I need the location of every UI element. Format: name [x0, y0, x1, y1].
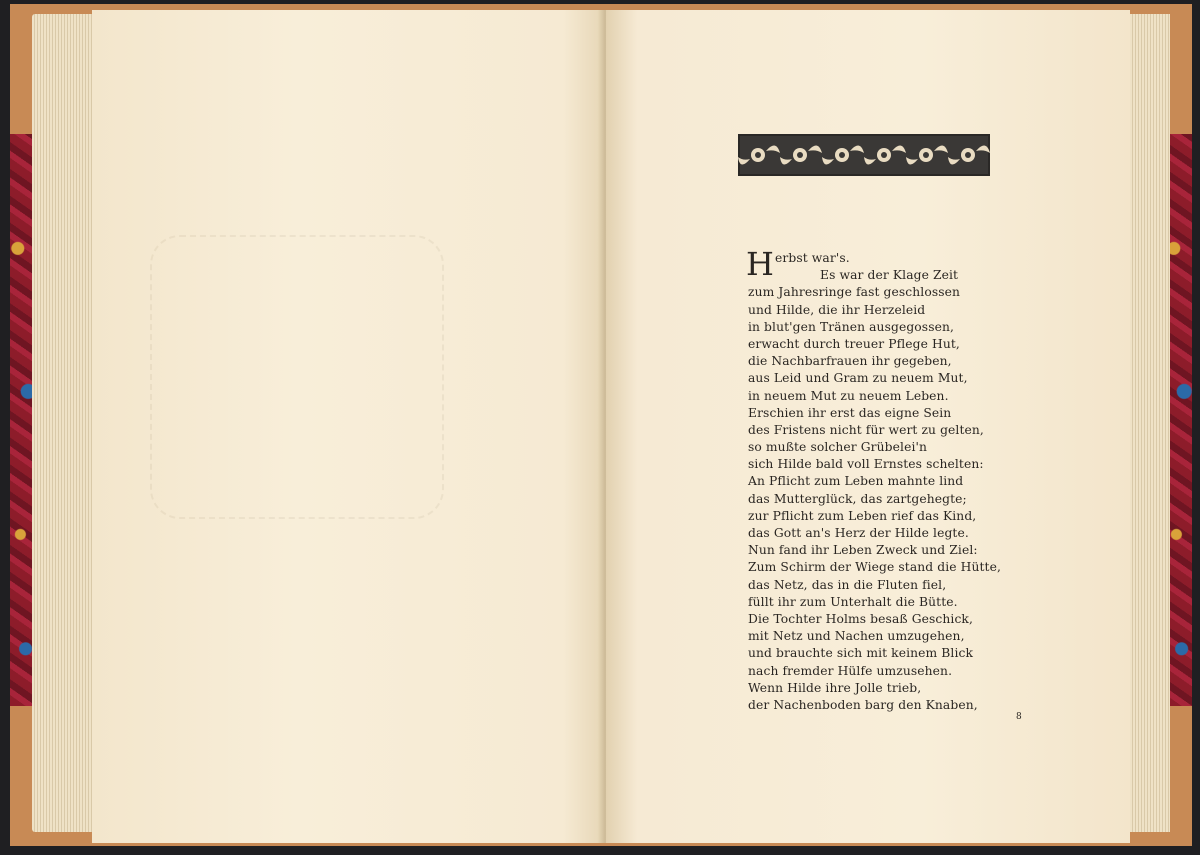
- poem-line: in blut'gen Tränen ausgegossen,: [748, 319, 955, 334]
- page-stack-right: [1130, 14, 1170, 832]
- poem-line: des Fristens nicht für wert zu gelten,: [748, 422, 984, 437]
- poem-line: sich Hilde bald voll Ernstes schelten:: [748, 457, 984, 472]
- poem-line: in neuem Mut zu neuem Leben.: [748, 388, 949, 403]
- poem-line: aus Leid und Gram zu neuem Mut,: [748, 371, 968, 386]
- poem-line: das Mutterglück, das zartgehegte;: [748, 491, 967, 506]
- poem-line: der Nachenboden barg den Knaben,: [748, 697, 978, 712]
- poem-line: An Pflicht zum Leben mahnte lind: [748, 474, 964, 489]
- poem-line: nach fremder Hülfe umzusehen.: [748, 663, 953, 678]
- drop-cap: H: [746, 245, 775, 283]
- poem-line: erwacht durch treuer Pflege Hut,: [748, 336, 960, 351]
- poem-line: das Netz, das in die Fluten fiel,: [748, 577, 947, 592]
- poem-line: Die Tochter Holms besaß Geschick,: [748, 611, 973, 626]
- poem-line: füllt ihr zum Unterhalt die Bütte.: [748, 594, 958, 609]
- show-through-frame: [150, 235, 444, 519]
- poem-first-line-text: erbst war's.: [775, 251, 850, 265]
- floral-ornament-icon: [738, 134, 990, 176]
- poem-line: Es war der Klage Zeit: [820, 268, 959, 283]
- poem-line: und Hilde, die ihr Herzeleid: [748, 302, 926, 317]
- page-number: 8: [1016, 712, 1022, 722]
- poem-line: das Gott an's Herz der Hilde legte.: [748, 526, 969, 540]
- poem-line: zum Jahresringe fast geschlossen: [748, 285, 961, 300]
- poem-text: [746, 245, 1008, 714]
- poem-line: zur Pflicht zum Leben rief das Kind,: [748, 508, 977, 523]
- poem-line: Wenn Hilde ihre Jolle trieb,: [748, 680, 922, 695]
- poem-line: Nun fand ihr Leben Zweck und Ziel:: [748, 543, 978, 558]
- poem-line: Zum Schirm der Wiege stand die Hütte,: [748, 560, 1001, 575]
- poem-line: die Nachbarfrauen ihr gegeben,: [748, 354, 952, 369]
- poem-line: Erschien ihr erst das eigne Sein: [748, 405, 952, 420]
- poem-line: so mußte solcher Grübelei'n: [748, 440, 927, 455]
- poem-line: und brauchte sich mit keinem Blick: [748, 646, 974, 661]
- poem-line: mit Netz und Nachen umzugehen,: [748, 629, 965, 644]
